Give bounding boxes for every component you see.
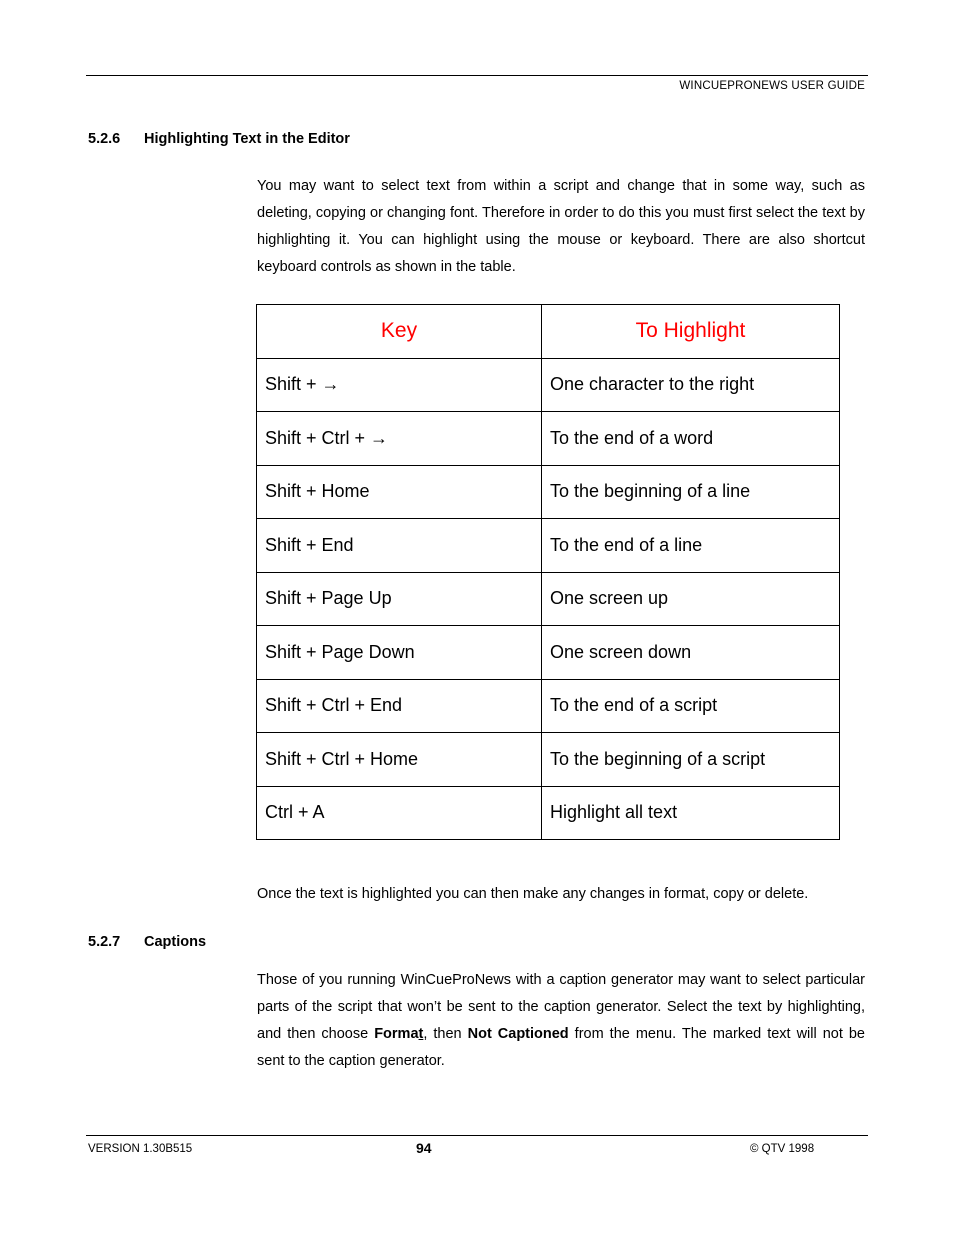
highlight-cell: One screen down xyxy=(542,626,840,680)
key-cell: Shift + Page Down xyxy=(257,626,542,680)
table-row xyxy=(257,412,840,466)
key-cell: Ctrl + A xyxy=(257,786,542,840)
table-row xyxy=(257,626,840,680)
table-row xyxy=(257,786,840,840)
key-cell: Shift + Page Up xyxy=(257,572,542,626)
header-rule xyxy=(86,75,868,76)
outro-text: Once the text is highlighted you can then make any changes in format, copy or delete. xyxy=(257,886,809,902)
highlight-cell: To the end of a script xyxy=(542,679,840,733)
section-heading-captions xyxy=(88,934,206,950)
key-cell: Shift + Ctrl + Home xyxy=(257,733,542,787)
table-body xyxy=(257,358,840,840)
column-header-highlight: To Highlight xyxy=(542,305,840,359)
intro-text: You may want to select text from within a script and change that in some way, such as deleting, copying or changing font. Therefore in order to do this you must first select the text by highlighting it. You can highlight using the mouse or keyboard. There are also shortcut keyboard controls as shown in the table. xyxy=(257,178,865,275)
key-cell: Shift + Home xyxy=(257,465,542,519)
section-heading-highlighting xyxy=(88,131,350,147)
key-cell: Shift + Ctrl + → xyxy=(257,412,542,466)
table-row xyxy=(257,358,840,412)
captions-text-part-3: from the menu. The marked text will not be sent to the caption generator. xyxy=(257,1026,865,1069)
highlight-cell: One screen up xyxy=(542,572,840,626)
table-header-row xyxy=(257,305,840,359)
section-title: Captions xyxy=(144,934,207,950)
highlight-cell: Highlight all text xyxy=(542,786,840,840)
highlight-cell: To the end of a word xyxy=(542,412,840,466)
page-number: 94 xyxy=(416,1140,432,1156)
table-row xyxy=(257,733,840,787)
highlight-cell: To the beginning of a line xyxy=(542,465,840,519)
footer-rule xyxy=(86,1135,868,1136)
table-row xyxy=(257,572,840,626)
highlight-cell: To the end of a line xyxy=(542,519,840,573)
key-cell: Shift + Ctrl + End xyxy=(257,679,542,733)
format-menu-accelerator: t xyxy=(418,1026,424,1042)
column-header-key: Key xyxy=(257,305,542,359)
intro-paragraph xyxy=(257,173,865,281)
table-row xyxy=(257,679,840,733)
highlight-cell: To the beginning of a script xyxy=(542,733,840,787)
format-menu-name xyxy=(374,1026,423,1042)
captions-text-part-2: , then xyxy=(423,1026,468,1042)
shortcut-table xyxy=(256,304,840,840)
captions-paragraph xyxy=(257,967,865,1075)
captions-text xyxy=(257,967,865,1075)
captions-text-part-1: Those of you running WinCueProNews with a caption generator may want to select particular parts of the script that won’t be sent to the caption generator. Select the text by highlighting, and then choose xyxy=(257,972,865,1042)
footer-copyright: © QTV 1998 xyxy=(750,1143,815,1155)
not-captioned-menu-item: Not Captioned xyxy=(467,1026,569,1042)
highlight-cell: One character to the right xyxy=(542,358,840,412)
table-row xyxy=(257,519,840,573)
running-head: WINCUEPRONEWS USER GUIDE xyxy=(679,80,865,92)
table-row xyxy=(257,465,840,519)
outro-paragraph xyxy=(257,881,865,908)
section-number: 5.2.7 xyxy=(88,934,121,950)
key-cell: Shift + → xyxy=(257,358,542,412)
format-menu-label: Forma xyxy=(374,1026,419,1042)
footer-version: VERSION 1.30B515 xyxy=(88,1143,193,1155)
section-title: Highlighting Text in the Editor xyxy=(144,131,350,147)
section-number: 5.2.6 xyxy=(88,131,121,147)
key-cell: Shift + End xyxy=(257,519,542,573)
